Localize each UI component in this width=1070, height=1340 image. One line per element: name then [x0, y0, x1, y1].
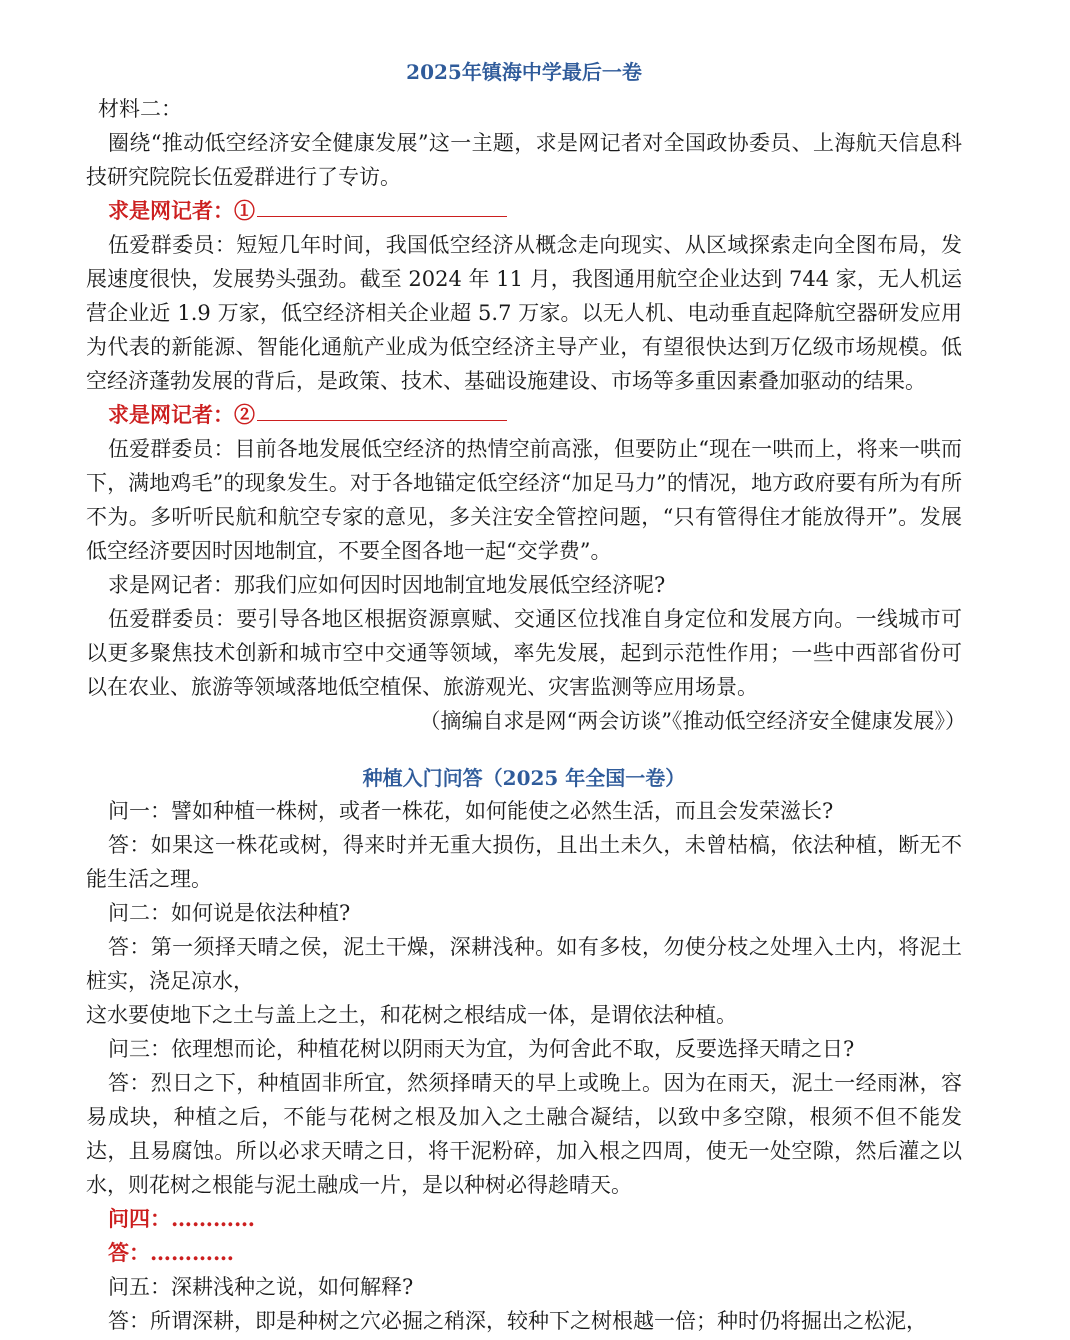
- planting-qa-section: [86, 794, 962, 1338]
- qa-answer-2a: 答：第一须择天晴之侯，泥土干燥，深耕浅种。如有多枝，勿使分枝之处埋入土内，将泥土桩实，浇足凉水，: [86, 935, 962, 993]
- answer-blank-2[interactable]: [257, 420, 507, 421]
- answer-two-paragraph: 伍爱群委员：目前各地发展低空经济的热情空前高涨，但要防止“现在一哄而上，将来一哄而下，满地鸡毛”的现象发生。对于各地锚定低空经济“加足马力”的情况，地方政府要有所为有所不为。多听听民航和航空专家的意见，多关注安全管控问题，“只有管得住才能放得开”。发展低空经济要因时因地制宜，不要全图各地一起“交学费”。: [86, 437, 962, 563]
- question-two-line: [86, 398, 962, 432]
- document-title: 2025年镇海中学最后一卷: [406, 60, 642, 84]
- answer-three-paragraph: 伍爱群委员：要引导各地区根据资源禀赋、交通区位找准自身定位和发展方向。一线城市可以更多聚焦技术创新和城市空中交通等领域，率先发展，起到示范性作用；一些中西部省份可以在农业、旅游等领域落地低空植保、旅游观光、灾害监测等应用场景。: [86, 607, 962, 699]
- qa-question-2: 问二：如何说是依法种植?: [108, 901, 351, 925]
- qa-answer-4: 答：…………: [108, 1240, 235, 1265]
- material-two-section: [86, 92, 966, 738]
- qa-question-3: 问三：依理想而论，种植花树以阴雨天为宜，为何舍此不取，反要选择天晴之日?: [108, 1037, 855, 1061]
- question-one-line: [86, 194, 962, 228]
- qa-answer-3: 答：烈日之下，种植固非所宜，然须择晴天的早上或晚上。因为在雨天，泥土一经雨淋，容易成块，种植之后，不能与花树之根及加入之土融合凝结，以致中多空隙，根须不但不能发达，且易腐蚀。所以必求天晴之日，将干泥粉碎，加入根之四周，使无一处空隙，然后灌之以水，则花树之根能与泥土融成一片，是以种树必得趁晴天。: [86, 1071, 962, 1197]
- material-label: 材料二：: [98, 97, 182, 121]
- section-two-title: 种植入门问答（2025 年全国一卷）: [362, 766, 686, 790]
- question-two-label: 求是网记者：②: [108, 402, 256, 427]
- question-three-paragraph: 求是网记者：那我们应如何因时因地制宜地发展低空经济呢?: [108, 573, 666, 597]
- source-citation: （摘编自求是网“两会访谈”《推动低空经济安全健康发展》）: [419, 709, 966, 733]
- qa-question-4: 问四：…………: [108, 1206, 256, 1231]
- qa-question-1: 问一：譬如种植一株树，或者一株花，如何能使之必然生活，而且会发荣滋长?: [108, 799, 834, 823]
- answer-blank-1[interactable]: [257, 216, 507, 217]
- answer-one-paragraph: 伍爱群委员：短短几年时间，我国低空经济从概念走向现实、从区域探索走向全图布局，发展速度很快，发展势头强劲。截至 2024 年 11 月，我图通用航空企业达到 744 家，无人机运营企业近 1.9 万家，低空经济相关企业超 5.7 万家。以无人机、电动垂直起降航空器研发应用为代表的新能源、智能化通航产业成为低空经济主导产业，有望很快达到万亿级市场规模。低空经济蓬勃发展的背后，是政策、技术、基础设施建设、市场等多重因素叠加驱动的结果。: [86, 233, 962, 393]
- qa-answer-1: 答：如果这一株花或树，得来时并无重大损伤，且出土未久，未曾枯槁，依法种植，断无不能生活之理。: [86, 833, 962, 891]
- qa-answer-2b: 这水要使地下之土与盖上之土，和花树之根结成一体，是谓依法种植。: [86, 1003, 737, 1027]
- qa-answer-5: 答：所谓深耕，即是种树之穴必掘之稍深，较种下之树根越一倍；种时仍将掘出之松泥，: [108, 1309, 928, 1333]
- intro-paragraph: 圈绕“推动低空经济安全健康发展”这一主题，求是网记者对全国政协委员、上海航天信息科技研究院院长伍爱群进行了专访。: [86, 131, 962, 189]
- question-one-label: 求是网记者：①: [108, 198, 256, 223]
- qa-question-5: 问五：深耕浅种之说，如何解释?: [108, 1275, 414, 1299]
